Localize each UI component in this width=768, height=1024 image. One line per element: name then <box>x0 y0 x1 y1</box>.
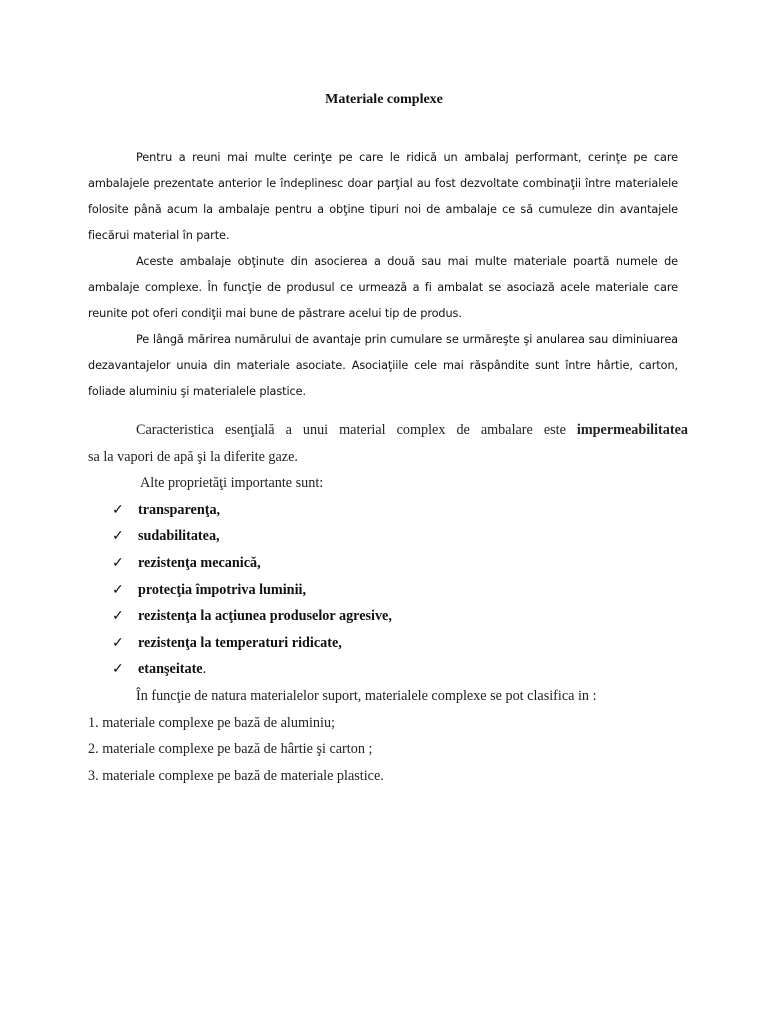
essential-line-2: sa la vapori de apă şi la diferite gaze. <box>88 448 298 465</box>
property-label: rezistenţa la acţiunea produselor agresive, <box>138 608 392 625</box>
property-item <box>88 550 688 577</box>
checkmark-icon: ✓ <box>112 608 124 625</box>
properties-intro: Alte proprietăţi importante sunt: <box>140 475 324 492</box>
property-label: sudabilitatea, <box>138 528 220 545</box>
checkmark-icon: ✓ <box>112 634 124 651</box>
essential-text: Caracteristica esenţială a unui material complex de ambalare este <box>136 422 577 438</box>
property-label: rezistenţa la temperaturi ridicate, <box>138 634 342 651</box>
document-title: Materiale complexe <box>325 92 443 107</box>
property-label: rezistenţa mecanică, <box>138 554 261 571</box>
property-item <box>88 603 688 630</box>
checkmark-icon: ✓ <box>112 554 124 571</box>
property-item <box>88 577 688 604</box>
property-item <box>88 523 688 550</box>
classification-item: 2. materiale complexe pe bază de hârtie şi carton ; <box>88 741 373 758</box>
property-item <box>88 630 688 657</box>
classification-item: 3. materiale complexe pe bază de materiale plastice. <box>88 767 384 784</box>
property-item <box>88 497 688 524</box>
property-tail: . <box>202 661 207 678</box>
property-item <box>88 656 688 683</box>
essential-line-1 <box>88 417 688 444</box>
classification-item: 1. materiale complexe pe bază de aluminiu; <box>88 714 335 731</box>
property-label: etanşeitate <box>138 661 203 678</box>
essential-keyword: impermeabilitatea <box>576 422 688 438</box>
property-label: protecţia împotriva luminii, <box>138 581 307 598</box>
paragraph-3: Pe lângă mărirea numărului de avantaje prin cumulare se urmăreşte şi anularea sau diminiuarea dezavantajelor unuia din materiale asociate. Asociaţiile cele mai răspândite sunt între hârtie, carton, foliade aluminiu şi materialele plastice. <box>88 333 678 398</box>
checkmark-icon: ✓ <box>112 581 124 598</box>
checkmark-icon: ✓ <box>112 501 124 518</box>
property-label: transparenţa, <box>138 501 221 518</box>
classification-intro: În funcţie de natura materialelor suport, materialele complexe se pot clasifica in : <box>136 687 597 704</box>
checkmark-icon: ✓ <box>112 661 124 678</box>
properties-section <box>88 417 688 789</box>
intro-paragraphs <box>88 145 678 405</box>
paragraph-1: Pentru a reuni mai multe cerinţe pe care le ridică un ambalaj performant, cerinţe pe care ambalajele prezentate anterior le îndeplinesc doar parţial au fost dezvoltate combinaţii între materialele folosite până acum la ambalaje pentru a obţine tipuri noi de ambalaje ce să cumuleze din avantajele fiecărui material în parte. <box>88 151 678 242</box>
paragraph-2: Aceste ambalaje obţinute din asocierea a două sau mai multe materiale poartă numele de ambalaje complexe. În funcţie de produsul ce urmează a fi ambalat se asociază acele materiale care reunite pot oferi condiţii mai bune de păstrare acelui tip de produs. <box>88 255 678 320</box>
checkmark-icon: ✓ <box>112 528 124 545</box>
